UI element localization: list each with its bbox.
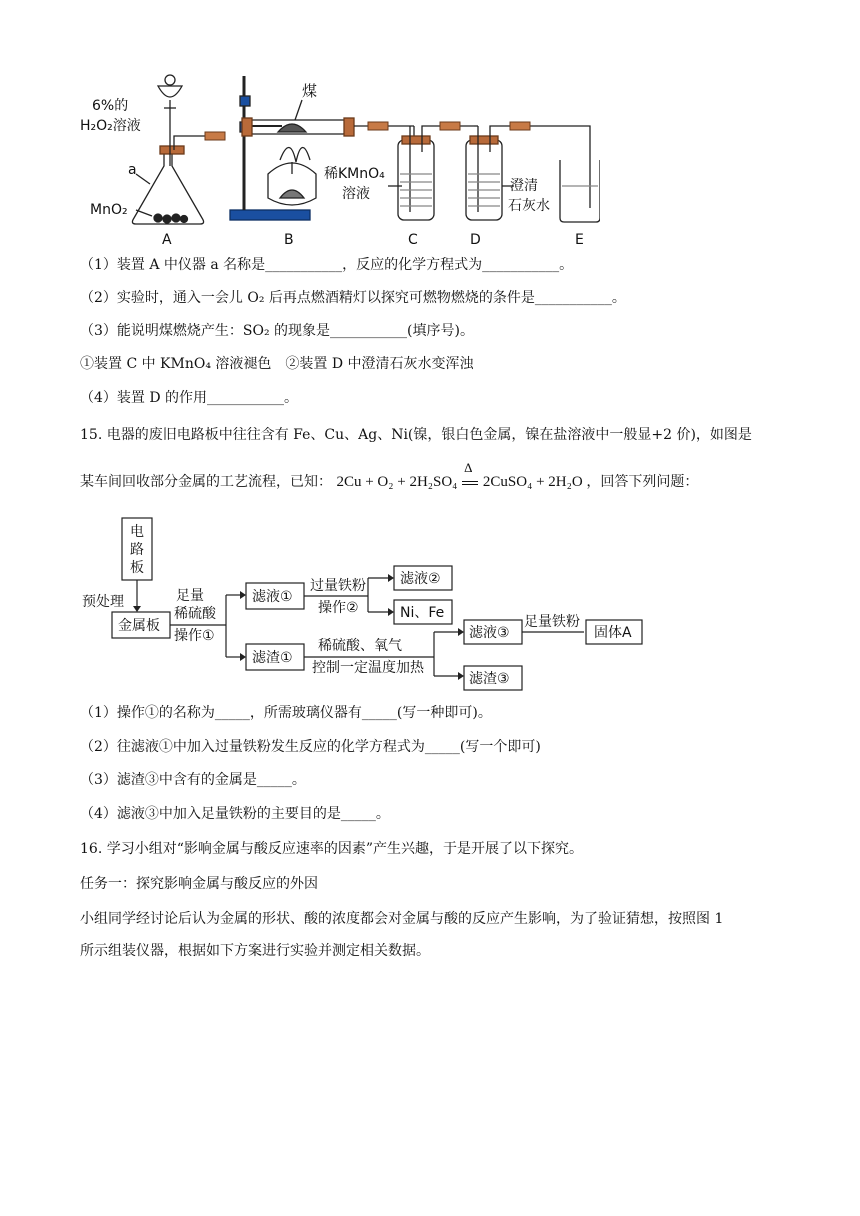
- label-circuit-board: 板: [130, 560, 144, 576]
- device-letter: B: [284, 232, 294, 248]
- label-h2o2-solution: H₂O₂溶液: [80, 118, 141, 134]
- q15-part1: （1）操作①的名称为_____，所需玻璃仪器有_____(写一种即可)。: [80, 705, 492, 721]
- device-a: [132, 75, 220, 224]
- device-letter: A: [162, 232, 172, 248]
- device-b: [230, 76, 354, 220]
- arrow-head: [458, 628, 464, 636]
- q15-part4: （4）滤液③中加入足量铁粉的主要目的是_____。: [80, 806, 390, 822]
- label-iron-enough: 足量铁粉: [524, 614, 580, 630]
- apparatus-diagram: [70, 66, 600, 250]
- rubber-tube: [440, 122, 460, 130]
- label-pretreat: 预处理: [82, 594, 124, 610]
- q16-text-line1: 小组同学经讨论后认为金属的形状、酸的浓度都会对金属与酸的反应产生影响，为了验证猜想，按照图 1: [80, 911, 724, 927]
- label-acid: 稀硫酸: [174, 606, 216, 622]
- equation-products: 2CuSO₄ + 2H₂O: [482, 474, 583, 490]
- q14-part3: （3）能说明煤燃烧产生：SO₂ 的现象是___________(填序号)。: [80, 323, 474, 339]
- arrow-head: [240, 591, 246, 599]
- label-h2o2-concentration: 6%的: [92, 98, 129, 114]
- rubber-tube: [205, 132, 225, 140]
- chemical-equation: [336, 460, 586, 490]
- label-acid-amount: 足量: [176, 588, 204, 604]
- q16-text-line2: 所示组装仪器，根据如下方案进行实验并测定相关数据。: [80, 943, 430, 959]
- q15-intro-line2: [80, 460, 699, 492]
- rubber-tube: [368, 122, 388, 130]
- device-letter: D: [470, 232, 481, 248]
- equation-condition: Δ: [464, 460, 473, 475]
- equation-reactants: 2Cu + O₂ + 2H₂SO₄: [336, 474, 458, 490]
- label-acid-oxygen: 稀硫酸、氧气: [318, 638, 402, 654]
- q16-task1: 任务一：探究影响金属与酸反应的外因: [80, 876, 318, 892]
- q14-options: ①装置 C 中 KMnO₄ 溶液褪色 ②装置 D 中澄清石灰水变浑浊: [80, 356, 474, 372]
- device-c: [388, 126, 474, 220]
- q14-part4: （4）装置 D 的作用___________。: [80, 390, 299, 406]
- label-circuit-board: 电: [130, 524, 144, 540]
- q14-part2: （2）实验时，通入一会儿 O₂ 后再点燃酒精灯以探究可燃物燃烧的条件是___________。: [80, 290, 626, 306]
- label-limewater-2: 石灰水: [508, 198, 550, 214]
- q16-intro: 16. 学习小组对“影响金属与酸反应速率的因素”产生兴趣，于是开展了以下探究。: [80, 841, 584, 857]
- label-mno2: MnO₂: [90, 202, 128, 218]
- label-kmno4: 稀KMnO₄: [324, 166, 385, 182]
- label-ni-fe: Ni、Fe: [400, 605, 445, 621]
- label-residue-3: 滤渣③: [469, 671, 510, 687]
- device-letter: C: [408, 232, 418, 248]
- q15-part2: （2）往滤液①中加入过量铁粉发生反应的化学方程式为_____(写一个即可): [80, 739, 541, 755]
- label-operation-1: 操作①: [174, 628, 215, 644]
- label-limewater: 澄清: [510, 178, 538, 194]
- arrow-head: [240, 653, 246, 661]
- label-filtrate-1: 滤液①: [252, 589, 293, 605]
- label-solid-a: 固体A: [594, 625, 632, 641]
- rubber-tube: [510, 122, 530, 130]
- label-residue-1: 滤渣①: [252, 650, 293, 666]
- label-operation-2: 操作②: [318, 600, 359, 616]
- label-filtrate-3: 滤液③: [469, 625, 510, 641]
- q15-intro-line1: 15. 电器的废旧电路板中往往含有 Fe、Cu、Ag、Ni(镍，银白色金属，镍在盐溶液中一般显+2 价)，如图是: [80, 427, 752, 443]
- label-circuit-board: 路: [130, 542, 144, 558]
- arrow-head: [458, 672, 464, 680]
- process-flowchart: [78, 516, 648, 696]
- q14-part1: （1）装置 A 中仪器 a 名称是___________，反应的化学方程式为___________。: [80, 257, 574, 273]
- label-metal-plate: 金属板: [118, 618, 160, 634]
- arrow-head: [388, 608, 394, 616]
- label-heat-control: 控制一定温度加热: [312, 660, 424, 676]
- label-coal: 煤: [302, 82, 318, 100]
- label-filtrate-2: 滤液②: [400, 571, 441, 587]
- arrow-head: [388, 574, 394, 582]
- equation-arrow: [461, 460, 479, 492]
- q15-part3: （3）滤渣③中含有的金属是_____。: [80, 772, 306, 788]
- device-letter: E: [575, 232, 584, 248]
- q15-intro-prefix: 某车间回收部分金属的工艺流程，已知：: [80, 474, 332, 490]
- label-kmno4-solution: 溶液: [342, 186, 370, 202]
- q15-intro-suffix: ，回答下列问题：: [586, 474, 699, 490]
- arrow-head: [133, 606, 141, 612]
- label-instrument-a: a: [128, 162, 137, 178]
- label-iron-excess: 过量铁粉: [310, 578, 366, 594]
